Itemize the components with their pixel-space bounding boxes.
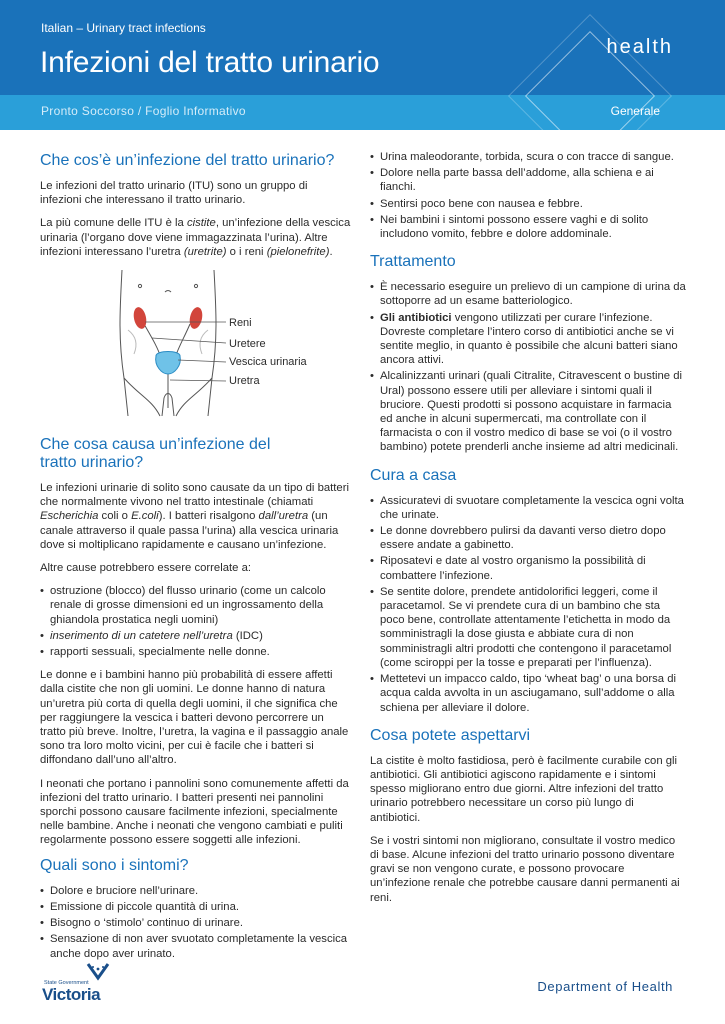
urinary-tract-figure (40, 268, 352, 418)
page-title: Infezioni del tratto urinario (40, 46, 380, 79)
left-column (40, 152, 352, 970)
list-item: • rapporti sessuali, specialmente nelle donne. (40, 645, 352, 659)
header-subbar (0, 95, 725, 130)
category-label: Generale (610, 104, 660, 118)
section-heading-causes: Che cosa causa un’infezione del tratto urinario? (40, 436, 271, 472)
paragraph: I neonati che portano i pannolini sono comunemente affetti da infezioni del tratto urinario. I batteri presenti nei pannolini sporchi possono causare facilmente infezioni, specialmente nelle bambine. Anche i neonati che vengono cambiati e puliti regolarmente possono essere soggetti alle infezioni. (40, 777, 349, 847)
paragraph: Le infezioni urinarie di solito sono causate da un tipo di batteri che normalmente vivono nel tratto intestinale (chiamati Escherichia coli o E.coli). I batteri risalgono dall’uretra (un canale attraverso il quale passa l’urina) alla vescica urinaria dove si moltiplicano rapidamente e causano un’infezione. (40, 482, 349, 551)
subtitle: Pronto Soccorso / Foglio Informativo (41, 104, 246, 118)
list-item: • Sentirsi poco bene con nausea e febbre. (370, 197, 686, 211)
list-item: • Dolore nella parte bassa dell’addome, alla schiena e ai fianchi. (370, 166, 686, 194)
header-banner (0, 0, 725, 95)
section-heading-treatment: Trattamento (370, 253, 456, 271)
paragraph: Le donne e i bambini hanno più probabilità di essere affetti dalla cistite che non gli uomini. Le donne hanno di natura un’uretra più corta di quella degli uomini, il che significa che per raggiungere la vescica i batteri devono percorrere un tratto più breve. Inoltre, l’uretra, la vagina e il passaggio anale sono tra loro molto vicini, per cui è facile che i batteri si diffondano dall’uno all’altro. (40, 669, 349, 767)
list-item: • Gli antibiotici vengono utilizzati per curare l’infezione. Dovreste completare l’intero corso di antibiotici anche se vi sentite meglio, in quanto è possibile che alcuni batteri siano ancora attivi. (370, 311, 686, 368)
logo-small-text: State Government (44, 980, 89, 986)
label-kidneys: Reni (229, 317, 252, 330)
list-item: • Riposatevi e date al vostro organismo la possibilità di combattere l’infezione. (370, 554, 686, 582)
label-ureter: Uretere (229, 338, 266, 351)
label-bladder: Vescica urinaria (229, 356, 307, 369)
paragraph: Le infezioni del tratto urinario (ITU) sono un gruppo di infezioni che interessano il tratto urinario. (40, 180, 308, 207)
department-label: Department of Health (537, 979, 673, 994)
anatomy-figure-icon (40, 268, 352, 418)
label-urethra: Uretra (229, 375, 260, 388)
treatment-list (370, 280, 686, 454)
symptoms-list-right (370, 150, 686, 241)
list-item: • Mettetevi un impacco caldo, tipo ‘wheat bag’ o una borsa di acqua calda avvolta in un asciugamano, sull’addome o alla schiena per alleviare il dolore. (370, 672, 686, 715)
list-item: • Se sentite dolore, prendete antidolorifici leggeri, come il paracetamol. Se vi prendete cura di un bambino che sta poco bene, controllate attentamente l’etichetta in modo da somministragli la dose giusta e abbiate cura di non somministragli altri prodotti che contengono il paracetamol (come sciroppi per la tosse e preparati per l’influenza). (370, 585, 686, 670)
section-heading-home-care: Cura a casa (370, 466, 457, 484)
paragraph: La più comune delle ITU è la cistite, un’infezione della vescica urinaria (l’organo dove viene immagazzinata l’urina). Altre infezioni interessano l’uretra (uretrite) o i reni (pielonefrite). (40, 217, 351, 258)
list-item: • È necessario eseguire un prelievo di un campione di urina da sottoporre ad un esame batteriologico. (370, 280, 686, 308)
causes-list (40, 584, 352, 659)
section-heading-expect: Cosa potete aspettarvi (370, 726, 531, 744)
symptoms-list-left (40, 884, 352, 961)
list-item: • Assicuratevi di svuotare completamente la vescica ogni volta che urinate. (370, 494, 686, 522)
list-item: • Emissione di piccole quantità di urina. (40, 900, 352, 914)
paragraph: Se i vostri sintomi non migliorano, consultate il vostro medico di base. Alcune infezioni del tratto urinario possono diventare gravi se non vengono curate, e possono provocare un’infezione renale che potrebbe causare danni permanenti ai reni. (370, 834, 680, 904)
list-item: • Dolore e bruciore nell’urinare. (40, 884, 352, 898)
victoria-logo (40, 962, 112, 1006)
right-column (370, 150, 686, 914)
list-item: • Le donne dovrebbero pulirsi da davanti verso dietro dopo essere andate a gabinetto. (370, 524, 686, 552)
brand-label: health (606, 36, 673, 58)
list-item: • Bisogno o ‘stimolo’ continuo di urinare. (40, 916, 352, 930)
paragraph: Altre cause potrebbero essere correlate a: (40, 562, 251, 575)
list-item: • Sensazione di non aver svuotato completamente la vescica anche dopo aver urinato. (40, 932, 352, 960)
list-item: • Urina maleodorante, torbida, scura o con tracce di sangue. (370, 150, 686, 164)
list-item: • Alcalinizzanti urinari (quali Citralite, Citravescent o bustine di Ural) possono essere utili per alleviare i sintomi quali il bruciore. Questi prodotti si possono acquistare in farmacia ed anche in alcuni supermercati, ma controllate con il farmacista o con il vostro medico di base se voi (o il vostro bambino) potete prenderli anche insieme ad altri medicinali. (370, 369, 686, 454)
list-item: • Nei bambini i sintomi possono essere vaghi e di solito includono vomito, febbre e dolore addominale. (370, 213, 686, 241)
victoria-star-icon (40, 962, 112, 982)
list-item: • ostruzione (blocco) del flusso urinario (come un calcolo renale di grosse dimensioni ed un ingrossamento della ghiandola prostatica negli uomini) (40, 584, 352, 627)
language-line: Italian – Urinary tract infections (41, 21, 206, 35)
home-care-list (370, 494, 686, 715)
section-heading-symptoms: Quali sono i sintomi? (40, 856, 189, 874)
list-item: • inserimento di un catetere nell’uretra (IDC) (40, 629, 352, 643)
section-heading-what: Che cos’è un’infezione del tratto urinario? (40, 152, 335, 169)
logo-text: Victoria (42, 985, 101, 1004)
paragraph: La cistite è molto fastidiosa, però è facilmente curabile con gli antibiotici. Gli antibiotici agiscono rapidamente e i sintomi spesso migliorano entro due giorni. Altre infezioni del tratto urinario potrebbero necessitare un corso più lungo di antibiotici. (370, 754, 678, 824)
